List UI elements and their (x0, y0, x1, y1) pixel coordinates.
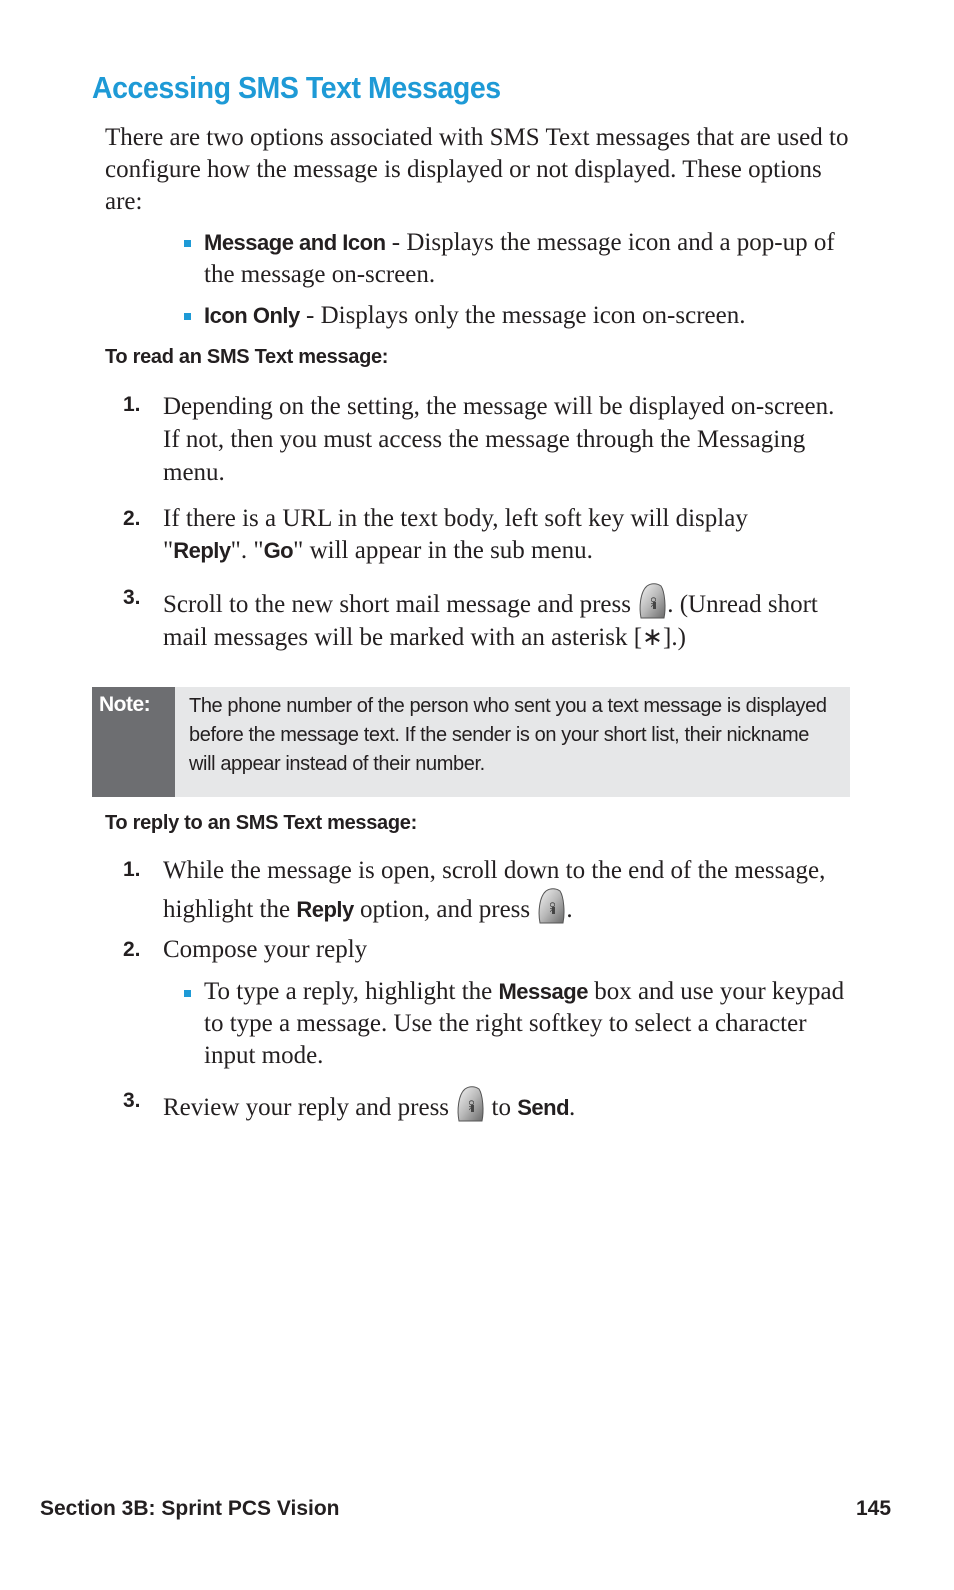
note-label-block (92, 687, 175, 797)
read-section-title: To read an SMS Text message: (105, 346, 389, 368)
page-number: 145 (856, 1497, 892, 1520)
step-text: option, and press (353, 896, 537, 923)
step-text: ].) (663, 624, 686, 651)
option-message-and-icon (204, 227, 864, 291)
step-text: box and use your keypad to type a message. Use the right softkey to select a character input mode. (204, 978, 845, 1069)
ok-key-icon (637, 582, 667, 620)
bullet-marker (184, 990, 191, 997)
reply-label: Reply (296, 897, 354, 922)
option-desc: - Displays only the message icon on-screen. (299, 302, 746, 329)
step-text: . (569, 1094, 576, 1121)
reply-step-2: Compose your reply (163, 936, 368, 963)
step-number: 1. (123, 393, 141, 416)
step-number: 3. (123, 1089, 141, 1112)
step-text: If there is a URL in the text body, left soft key will display " (163, 505, 748, 564)
step-text: To type a reply, highlight the (204, 978, 499, 1005)
intro-paragraph: There are two options associated with SMS Text messages that are used to configure how the message is displayed or not displayed. These options are: (105, 124, 849, 215)
read-step-2 (163, 503, 823, 567)
footer-section: Section 3B: Sprint PCS Vision (40, 1497, 340, 1520)
step-text: " will appear in the sub menu. (293, 537, 593, 564)
reply-label: Reply (173, 538, 231, 563)
page-title: Accessing SMS Text Messages (92, 70, 501, 105)
step-text: Scroll to the new short mail message and press (163, 591, 638, 618)
step-text: While the message is open, scroll down to the end of the message, highlight the (163, 857, 826, 923)
go-label: Go (263, 538, 294, 563)
step-text: Review your reply and press (163, 1094, 456, 1121)
step-text: . (Unread short mail messages will be marked with an asterisk [ (163, 591, 818, 651)
option-desc: - Displays the message icon and a pop-up of the message on-screen. (204, 229, 835, 288)
note-label: Note: (99, 693, 151, 716)
option-icon-only (204, 300, 864, 332)
option-term: Icon Only (204, 303, 300, 328)
option-term: Message and Icon (204, 230, 386, 255)
step-number: 1. (123, 858, 141, 881)
ok-key-icon (536, 887, 566, 925)
read-step-1: Depending on the setting, the message will be displayed on-screen. If not, then you must access the message through the Messaging menu. (163, 393, 835, 486)
step-text: . (566, 896, 573, 923)
send-label: Send (517, 1095, 570, 1120)
reply-section-title: To reply to an SMS Text message: (105, 812, 417, 834)
note-text: The phone number of the person who sent you a text message is displayed before the message text. If the sender is on your short list, their nickname will appear instead of their number. (189, 695, 827, 775)
bullet-marker (184, 240, 191, 247)
read-step-3 (163, 582, 853, 654)
reply-sub-bullet (204, 976, 864, 1072)
asterisk-symbol: ∗ (642, 624, 663, 651)
step-number: 3. (123, 586, 141, 609)
step-text: ". " (230, 537, 264, 564)
reply-step-3 (163, 1085, 853, 1124)
ok-key-icon (455, 1085, 485, 1123)
bullet-marker (184, 313, 191, 320)
note-box (92, 687, 850, 797)
message-label: Message (498, 979, 588, 1004)
step-text: to (485, 1094, 518, 1121)
reply-step-1 (163, 854, 853, 926)
step-number: 2. (123, 507, 141, 530)
step-number: 2. (123, 938, 141, 961)
